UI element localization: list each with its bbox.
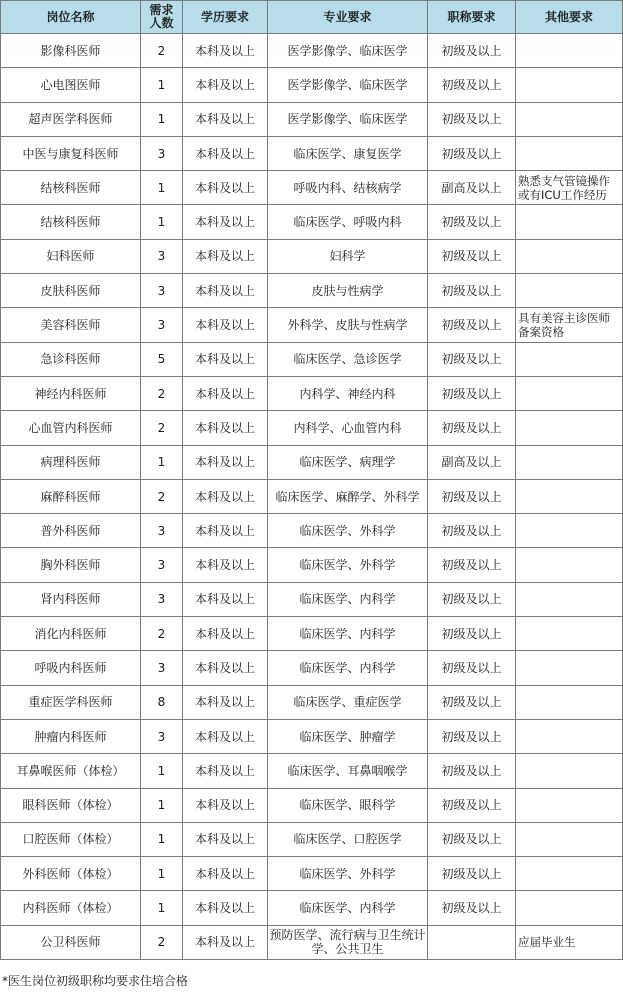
cell-title: 初级及以上 — [428, 719, 516, 753]
table-row — [1, 617, 623, 651]
header-count-line-2: 人数 — [149, 16, 174, 30]
cell-major: 妇科学 — [268, 239, 428, 273]
header-post: 岗位名称 — [1, 1, 141, 34]
table-row — [1, 582, 623, 616]
table-row — [1, 308, 623, 342]
table-row — [1, 102, 623, 136]
cell-other — [516, 685, 623, 719]
cell-count: 1 — [141, 102, 183, 136]
cell-other — [516, 411, 623, 445]
cell-other: 熟悉支气管镜操作或有ICU工作经历 — [516, 171, 623, 205]
cell-major: 临床医学、肿瘤学 — [268, 719, 428, 753]
cell-education: 本科及以上 — [183, 788, 268, 822]
cell-title: 初级及以上 — [428, 617, 516, 651]
cell-other — [516, 479, 623, 513]
cell-count: 2 — [141, 34, 183, 68]
cell-major: 临床医学、内科学 — [268, 891, 428, 925]
cell-major: 临床医学、康复医学 — [268, 136, 428, 170]
cell-count: 3 — [141, 582, 183, 616]
table-row — [1, 788, 623, 822]
cell-major: 临床医学、急诊医学 — [268, 342, 428, 376]
cell-major: 临床医学、内科学 — [268, 617, 428, 651]
cell-post: 妇科医师 — [1, 239, 141, 273]
cell-other — [516, 857, 623, 891]
cell-title: 初级及以上 — [428, 857, 516, 891]
cell-post: 普外科医师 — [1, 514, 141, 548]
cell-post: 肿瘤内科医师 — [1, 719, 141, 753]
cell-other — [516, 719, 623, 753]
cell-education: 本科及以上 — [183, 857, 268, 891]
cell-title: 初级及以上 — [428, 685, 516, 719]
cell-other — [516, 376, 623, 410]
table-row — [1, 342, 623, 376]
table-row — [1, 205, 623, 239]
cell-title: 初级及以上 — [428, 342, 516, 376]
cell-title: 初级及以上 — [428, 582, 516, 616]
cell-other: 应届毕业生 — [516, 925, 623, 959]
table-row — [1, 136, 623, 170]
table-row — [1, 376, 623, 410]
cell-count: 3 — [141, 136, 183, 170]
cell-other — [516, 205, 623, 239]
cell-major: 临床医学、外科学 — [268, 514, 428, 548]
table-row — [1, 822, 623, 856]
cell-other — [516, 891, 623, 925]
cell-major: 外科学、皮肤与性病学 — [268, 308, 428, 342]
table-row — [1, 754, 623, 788]
cell-education: 本科及以上 — [183, 308, 268, 342]
cell-other — [516, 617, 623, 651]
cell-count: 3 — [141, 651, 183, 685]
cell-count: 1 — [141, 445, 183, 479]
cell-major: 医学影像学、临床医学 — [268, 68, 428, 102]
cell-title — [428, 925, 516, 959]
cell-title: 初级及以上 — [428, 308, 516, 342]
cell-education: 本科及以上 — [183, 411, 268, 445]
table-row — [1, 239, 623, 273]
cell-post: 公卫科医师 — [1, 925, 141, 959]
cell-title: 初级及以上 — [428, 788, 516, 822]
table-row — [1, 514, 623, 548]
cell-education: 本科及以上 — [183, 34, 268, 68]
cell-education: 本科及以上 — [183, 891, 268, 925]
cell-major: 皮肤与性病学 — [268, 274, 428, 308]
cell-education: 本科及以上 — [183, 617, 268, 651]
cell-education: 本科及以上 — [183, 514, 268, 548]
cell-post: 心电图医师 — [1, 68, 141, 102]
cell-education: 本科及以上 — [183, 548, 268, 582]
cell-title: 初级及以上 — [428, 891, 516, 925]
cell-other — [516, 274, 623, 308]
cell-count: 1 — [141, 857, 183, 891]
cell-other — [516, 514, 623, 548]
cell-other — [516, 582, 623, 616]
cell-count: 1 — [141, 171, 183, 205]
cell-major: 临床医学、口腔医学 — [268, 822, 428, 856]
cell-title: 副高及以上 — [428, 171, 516, 205]
header-count-line-1: 需求 — [149, 3, 174, 17]
cell-title: 初级及以上 — [428, 411, 516, 445]
cell-count: 5 — [141, 342, 183, 376]
cell-other — [516, 651, 623, 685]
cell-other: 具有美容主诊医师备案资格 — [516, 308, 623, 342]
cell-major: 临床医学、病理学 — [268, 445, 428, 479]
cell-post: 肾内科医师 — [1, 582, 141, 616]
cell-major: 临床医学、内科学 — [268, 582, 428, 616]
cell-title: 初级及以上 — [428, 136, 516, 170]
table-row — [1, 34, 623, 68]
cell-education: 本科及以上 — [183, 68, 268, 102]
cell-major: 临床医学、外科学 — [268, 857, 428, 891]
header-title: 职称要求 — [428, 1, 516, 34]
cell-post: 神经内科医师 — [1, 376, 141, 410]
table-row — [1, 651, 623, 685]
cell-education: 本科及以上 — [183, 205, 268, 239]
cell-count: 3 — [141, 514, 183, 548]
cell-count: 1 — [141, 788, 183, 822]
table-row — [1, 274, 623, 308]
cell-count: 1 — [141, 822, 183, 856]
cell-other — [516, 239, 623, 273]
cell-major: 医学影像学、临床医学 — [268, 102, 428, 136]
cell-post: 呼吸内科医师 — [1, 651, 141, 685]
cell-other — [516, 822, 623, 856]
cell-other — [516, 342, 623, 376]
cell-post: 心血管内科医师 — [1, 411, 141, 445]
cell-post: 皮肤科医师 — [1, 274, 141, 308]
cell-count: 2 — [141, 411, 183, 445]
cell-count: 3 — [141, 239, 183, 273]
cell-other — [516, 754, 623, 788]
cell-major: 临床医学、耳鼻咽喉学 — [268, 754, 428, 788]
cell-education: 本科及以上 — [183, 822, 268, 856]
cell-post: 消化内科医师 — [1, 617, 141, 651]
cell-title: 初级及以上 — [428, 514, 516, 548]
table-row — [1, 925, 623, 959]
cell-other — [516, 788, 623, 822]
cell-major: 临床医学、外科学 — [268, 548, 428, 582]
table-row — [1, 548, 623, 582]
cell-title: 初级及以上 — [428, 274, 516, 308]
cell-count: 2 — [141, 479, 183, 513]
cell-title: 初级及以上 — [428, 822, 516, 856]
cell-education: 本科及以上 — [183, 925, 268, 959]
cell-count: 2 — [141, 617, 183, 651]
cell-education: 本科及以上 — [183, 102, 268, 136]
cell-count: 1 — [141, 891, 183, 925]
cell-education: 本科及以上 — [183, 719, 268, 753]
cell-title: 初级及以上 — [428, 479, 516, 513]
cell-education: 本科及以上 — [183, 754, 268, 788]
cell-title: 初级及以上 — [428, 205, 516, 239]
cell-major: 临床医学、重症医学 — [268, 685, 428, 719]
cell-education: 本科及以上 — [183, 274, 268, 308]
table-row — [1, 411, 623, 445]
cell-post: 口腔医师（体检） — [1, 822, 141, 856]
cell-education: 本科及以上 — [183, 445, 268, 479]
cell-post: 耳鼻喉医师（体检） — [1, 754, 141, 788]
cell-count: 3 — [141, 548, 183, 582]
cell-education: 本科及以上 — [183, 171, 268, 205]
cell-count: 3 — [141, 308, 183, 342]
cell-major: 临床医学、眼科学 — [268, 788, 428, 822]
cell-title: 初级及以上 — [428, 376, 516, 410]
cell-other — [516, 34, 623, 68]
cell-education: 本科及以上 — [183, 685, 268, 719]
table-row — [1, 719, 623, 753]
cell-post: 急诊科医师 — [1, 342, 141, 376]
cell-education: 本科及以上 — [183, 136, 268, 170]
cell-post: 外科医师（体检） — [1, 857, 141, 891]
cell-post: 麻醉科医师 — [1, 479, 141, 513]
cell-post: 胸外科医师 — [1, 548, 141, 582]
cell-count: 2 — [141, 376, 183, 410]
cell-major: 预防医学、流行病与卫生统计学、公共卫生 — [268, 925, 428, 959]
table-row — [1, 857, 623, 891]
cell-title: 初级及以上 — [428, 239, 516, 273]
cell-count: 2 — [141, 925, 183, 959]
footnote: *医生岗位初级职称均要求住培合格 — [2, 974, 189, 988]
header-row — [1, 1, 623, 34]
cell-title: 副高及以上 — [428, 445, 516, 479]
cell-count: 3 — [141, 719, 183, 753]
header-other: 其他要求 — [516, 1, 623, 34]
table-row — [1, 891, 623, 925]
cell-education: 本科及以上 — [183, 342, 268, 376]
cell-count: 1 — [141, 205, 183, 239]
cell-title: 初级及以上 — [428, 34, 516, 68]
table-row — [1, 479, 623, 513]
cell-other — [516, 68, 623, 102]
cell-major: 内科学、神经内科 — [268, 376, 428, 410]
cell-other — [516, 445, 623, 479]
cell-post: 影像科医师 — [1, 34, 141, 68]
cell-education: 本科及以上 — [183, 376, 268, 410]
header-education: 学历要求 — [183, 1, 268, 34]
cell-post: 结核科医师 — [1, 205, 141, 239]
cell-title: 初级及以上 — [428, 68, 516, 102]
cell-education: 本科及以上 — [183, 239, 268, 273]
cell-education: 本科及以上 — [183, 651, 268, 685]
cell-post: 内科医师（体检） — [1, 891, 141, 925]
cell-count: 8 — [141, 685, 183, 719]
cell-education: 本科及以上 — [183, 479, 268, 513]
cell-title: 初级及以上 — [428, 102, 516, 136]
cell-major: 临床医学、麻醉学、外科学 — [268, 479, 428, 513]
cell-title: 初级及以上 — [428, 651, 516, 685]
cell-count: 1 — [141, 754, 183, 788]
cell-post: 眼科医师（体检） — [1, 788, 141, 822]
cell-major: 临床医学、内科学 — [268, 651, 428, 685]
table-row — [1, 171, 623, 205]
header-count — [141, 1, 183, 34]
cell-post: 病理科医师 — [1, 445, 141, 479]
cell-other — [516, 548, 623, 582]
cell-count: 1 — [141, 68, 183, 102]
cell-title: 初级及以上 — [428, 754, 516, 788]
cell-other — [516, 102, 623, 136]
cell-post: 美容科医师 — [1, 308, 141, 342]
cell-post: 超声医学科医师 — [1, 102, 141, 136]
cell-post: 中医与康复科医师 — [1, 136, 141, 170]
table-row — [1, 685, 623, 719]
cell-major: 临床医学、呼吸内科 — [268, 205, 428, 239]
cell-post: 重症医学科医师 — [1, 685, 141, 719]
cell-major: 医学影像学、临床医学 — [268, 34, 428, 68]
header-major: 专业要求 — [268, 1, 428, 34]
cell-title: 初级及以上 — [428, 548, 516, 582]
cell-major: 内科学、心血管内科 — [268, 411, 428, 445]
cell-other — [516, 136, 623, 170]
table-row — [1, 68, 623, 102]
cell-count: 3 — [141, 274, 183, 308]
cell-post: 结核科医师 — [1, 171, 141, 205]
cell-education: 本科及以上 — [183, 582, 268, 616]
cell-major: 呼吸内科、结核病学 — [268, 171, 428, 205]
table-row — [1, 445, 623, 479]
